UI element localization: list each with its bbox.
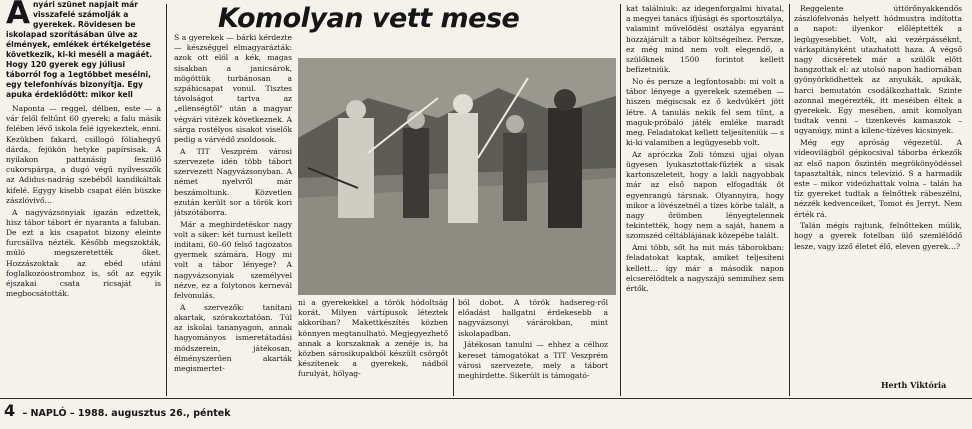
paragraph: Ami több, sőt ha mit más táborokban: feladatokat kaptak, amiket teljesíteni kellett… így már a második napon elcserélődtek a nagyszájú semmihez sem értők.	[626, 243, 784, 293]
lead-text: nyári szünet napjait már visszafelé számolják a gyerekek. Rövidesen be iskolapad szorításában ülve az élmények, emlékek értékelgetése következik, ki-ki meséli a magáét. Hogy 120 gyerek egy júliusi táborról fog a 1egtöbbet mesélni, egy telefonhívás bizonyítja. Egy apuka érdeklődött: mikor kell	[6, 0, 153, 99]
article-title: Komolyan vett mese	[218, 3, 520, 34]
column-divider	[453, 298, 454, 396]
column-divider	[620, 4, 621, 396]
text-column-2	[174, 33, 292, 395]
children-playing-photo	[298, 58, 616, 295]
text-column-5	[794, 4, 962, 376]
paragraph: Az apróczka Zoli tömzsi ujjai olyan ügyesen lyukasztottak-fűzték a sisak kartonszeleteit, hogy a lakli nagyobbak már az első napon elfogadták őt egyenrangú társnak. Olyannyira, hogy mikor a lövészetnél a tízes körbe talált, a nagy őrömben lényegtelennek tekintették, hogy nem a saját, hanem a szomszéd céltáblájának közepébe talált.	[626, 149, 784, 241]
paragraph: A nagyvázsonyiak igazán edzettek, hisz tábor tábort ér nyaranta a faluban. De ezt a kis csapatot bizony eleinte furcsállva nézték. Később megszokták, múló megszeretették őket. Hozzászoktak az ebéd utáni foglalkozóostromhoz is, sőt az egyik éjszakai csata ricsaját is megbocsátották.	[6, 207, 161, 299]
article-lead	[6, 0, 161, 100]
page-number: 4	[4, 401, 16, 420]
paragraph: Talán mégis rajtunk, felnőtteken múlik, hogy a gyerek fotelban ülő szemlélődő lesze, vagy izző életet élő, eleven gyerek…?	[794, 221, 962, 251]
text-column-3a	[298, 298, 448, 396]
paragraph: ni a gyerekekkel a török hódoltság korát. Milyen vártípusok léteztek akkoriban? Makettkészítés közben könnyen megtanulható. Megjegyezhető annak a korszaknak a zenéje is, ha közben sárosikupakból készült csörgőt készítenek a gyerekek, nádból furulyát, hólyag-	[298, 298, 448, 379]
paragraph: A TIT Veszprém városi szervezete idén több tábort szervezett Nagyvázsonyban. A német nyelvről már beszámoltunk. Közvetlen ezután került sor a török kori játszótáborra.	[174, 146, 292, 217]
column-divider	[166, 4, 167, 396]
drop-cap: A	[6, 0, 30, 31]
text-column-3b	[458, 298, 608, 396]
paragraph: kat találniuk: az idegenforgalmi hivatal, a megyei tanács ifjúsági és sportosztálya, valamint művelődési osztálya egyaránt hozzájárult a tábor költségeihez. Persze, ez még mind nem volt elegendő, a szülőknek 1500 forintot kellett befizetniük.	[626, 4, 784, 75]
text-column-4	[626, 4, 784, 396]
footer-text: – NAPLÓ – 1988. augusztus 26., péntek	[22, 408, 231, 419]
paragraph: S a gyerekek — bárki kérdezte — készséggel elmagyarázták: azok ott elöl a kék, magas sisakban a janicsárok, mögöttük turbánosan a szpáhicsapat vonul. Tisztes távolságot tartva az „ellenségtől" után a magyar végvári vitézek következnek. A sárga rostélyos sisakot viselők pedig a várvédő zsoldosok.	[174, 33, 292, 145]
page-footer	[4, 401, 231, 420]
text-column-1	[6, 104, 161, 396]
article-photo	[298, 58, 616, 295]
paragraph: Még egy apróság végezetül. A videovilágból gépkocsival táborba érkezők az első napon őszintén megrökönyödéssel tapasztalták, nincs televízió. S a harmadik este – mikor videózhattak volna – talán ha tíz gyereket tudtak a felnőttek rábeszélni, nézzék kedvenceiket, Tomot és Jerryt. Nem érték rá.	[794, 138, 962, 219]
paragraph: No és persze a legfontosabb: mi volt a tábor lényege a gyerekek szemében — hiszen mégiscsak ez ő kedvükért jött létre. A tanulás nekik fel sem tűnt, a maguk-próbáló játék emléke maradt meg. Feladatokat kellett teljesíteniük — s ki-ki valamiben a legügyesebb volt.	[626, 76, 784, 148]
footer-rule	[0, 398, 972, 399]
paragraph: Reggelente úttörőnyakkendős zászlófelvonás helyett hódmustra indította a napot: ilyenkor előléptették a legügyesebbet. Volt, aki vezérpásséknt, várkapitányként utazhatott haza. A végső nagy dicséretek már a szülők előtt hangzottak el: az utolsó napon hadiornában gyönyörködhettek az anyukák, apukák, harci bemutatón csodálkozhattak. Szinte azonnal megérezték, itt meséiben éltek a gyerekek. Egy mesében, amit komolyan tudtak venni – tizenkevés kamaszok –ugyanúgy, mint a kilenc-tízéves kicsinyek.	[794, 4, 962, 136]
paragraph: Naponta — reggel, délben, este — a vár felől feltűnt 60 gyerek; a falu másik felében lévő iskola felé igyekeztek, enni. Kezükben fakard, csillogó fóliahegyű dárda, fejükön hetyke papírsisak. A nyilakon pattanásig feszülő cukorspárga, a dugó végű nyílvesszők az Adidus-nadrág szebéből kandikáltak kifelé. Egygy kisebb csapat élén büszke zászlóvivő…	[6, 104, 161, 205]
paragraph: Már a meghirdetéskor nagy volt a siker: két turnust kellett indítani, 60–60 felső tagozatos gyermek számára. Hogy mi volt a tábor lényege? A nagyvázsonyiak személyvel nézve, ez a folytonos kernevál felvonulás.	[174, 219, 292, 301]
column-divider	[789, 4, 790, 396]
author-signature: Herth Viktória	[881, 380, 947, 390]
paragraph: A szervezők: tanítani akartak, szórakoztatóan. Túl az iskolai tananyagon, annak hagyományos ismeretátadási módszerein, játékosan, élményszerűen akarták megismertet-	[174, 302, 292, 373]
paragraph: ból dobot. A török hadsereg-ről előadást hallgatni érdekesebb a nagyvázsonyi várárokban, mint iskolapadban.	[458, 298, 608, 338]
paragraph: Játékosan tanulni — ehhez a célhoz kereset támogatókat a TIT Veszprém városi szervezete, mely a tábort meghirdette. Sikerült is támogató-	[458, 340, 608, 380]
